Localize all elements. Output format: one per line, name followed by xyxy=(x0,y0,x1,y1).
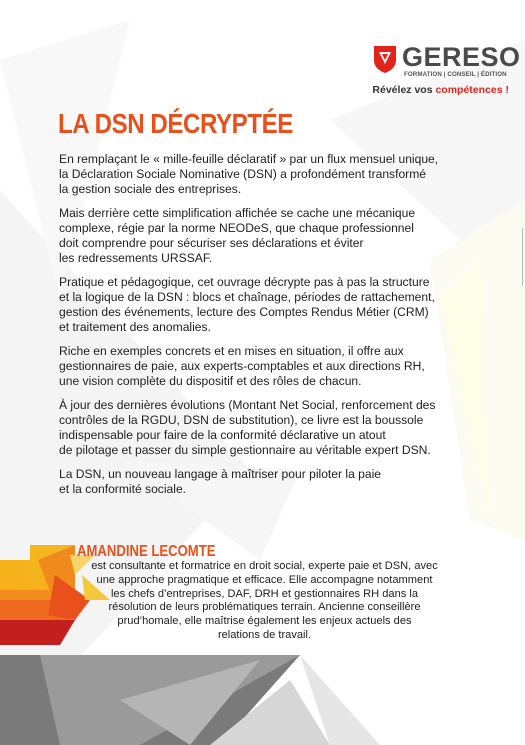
tagline-accent: compétences ! xyxy=(435,84,509,96)
paragraph: En remplaçant le « mille-feuille déclaratif » par un flux mensuel unique, la Déclaration Sociale Nominative (DSN) a profondément transformé la gestion sociale des entreprises. xyxy=(59,152,439,196)
paragraph: Pratique et pédagogique, cet ouvrage décrypte pas à pas la structure et la logique de la DSN : blocs et chaînage, périodes de rattachement, gestion des événements, lecture des Comptes Rendus Métier (CRM) et traitement des anomalies. xyxy=(59,275,435,334)
tagline-prefix: Révélez vos xyxy=(372,84,436,96)
book-description xyxy=(59,152,459,506)
book-title: LA DSN DÉCRYPTÉE xyxy=(58,108,293,139)
paragraph: Riche en exemples concrets et en mises en situation, il offre aux gestionnaires de paie, aux experts-comptables et aux directions RH, une vision complète du dispositif et des rôles de chacun. xyxy=(59,344,425,388)
paragraph: À jour des dernières évolutions (Montant Net Social, renforcement des contrôles de la RGDU, DSN de substitution), ce livre est la boussole indispensable pour faire de la conformité déclarative un atout de pilotage et passer du simple gestionnaire au véritable expert DSN. xyxy=(59,398,436,457)
tagline xyxy=(372,84,509,96)
brand-name: GERESO xyxy=(402,42,521,72)
scrollbar[interactable] xyxy=(522,228,523,286)
brand-subtitle: FORMATION | CONSEIL | ÉDITION xyxy=(404,71,507,78)
gereso-shield-icon xyxy=(372,44,398,74)
paragraph: La DSN, un nouveau langage à maîtriser pour piloter la paie et la conformité sociale. xyxy=(59,467,382,496)
paragraph: Mais derrière cette simplification affichée se cache une mécanique complexe, régie par la norme NEODeS, que chaque professionnel doit comprendre pour sécuriser ses déclarations et éviter les redressements URSSAF. xyxy=(59,206,416,265)
author-bio: est consultante et formatrice en droit social, experte paie et DSN, avec une approche pragmatique et efficace. Elle accompagne notamment les chefs d’entreprises, DAF, DRH et gestionnaires RH dans la résolution de leurs problématiques terrain. Ancienne conseillère prud’homale, elle maîtrise également les enjeux actuels des relations de travail. xyxy=(91,560,438,641)
author-name: AMANDINE LECOMTE xyxy=(77,543,216,560)
